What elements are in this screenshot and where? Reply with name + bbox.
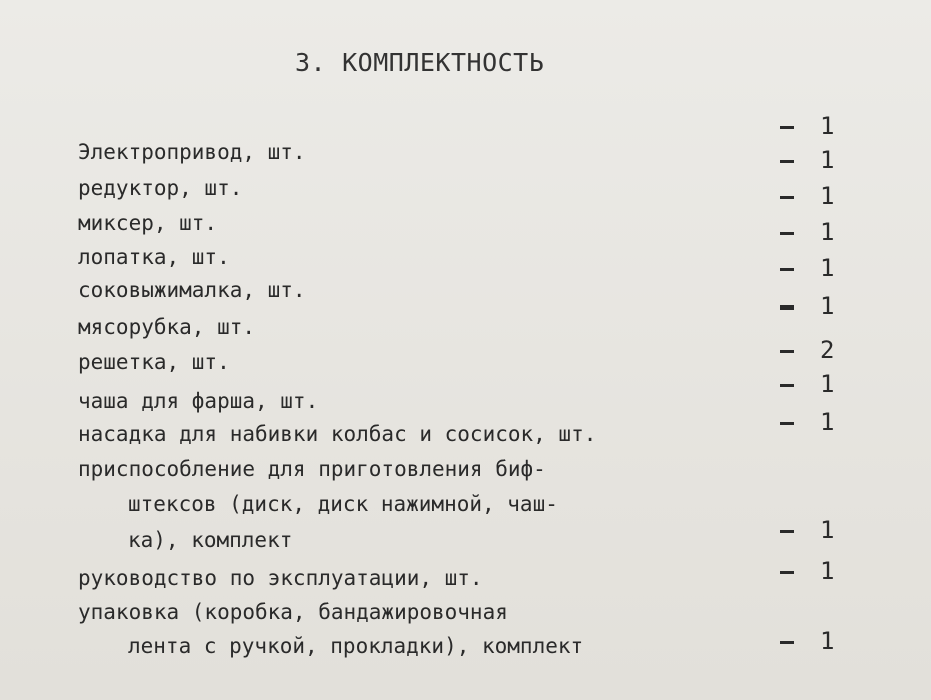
item-label: редуктор, шт. (78, 176, 243, 200)
item-label: соковыжималка, шт. (78, 278, 306, 302)
item-label: приспособление для приготовления биф- (78, 457, 546, 481)
section-number: 3. (295, 48, 327, 77)
item-label-continuation: лента с ручкой, прокладки), комплект (128, 634, 584, 658)
item-quantity: 1 (780, 370, 834, 398)
dash-mark (780, 384, 794, 387)
dash-mark (780, 305, 794, 310)
item-quantity: 1 (780, 254, 834, 282)
item-quantity: 1 (780, 146, 834, 174)
item-label: чаша для фарша, шт. (78, 389, 319, 413)
item-label: миксер, шт. (78, 211, 218, 235)
item-quantity: 1 (780, 218, 834, 246)
dash-mark (780, 196, 794, 199)
item-label: руководство по эксплуатации, шт. (78, 566, 483, 590)
item-quantity: 1 (780, 408, 834, 436)
item-quantity: 1 (780, 112, 834, 140)
item-label: насадка для набивки колбас и сосисок, шт. (78, 422, 597, 446)
item-label: мясорубка, шт. (78, 315, 256, 339)
dash-mark (780, 268, 794, 271)
section-title-text: КОМПЛЕКТНОСТЬ (342, 48, 545, 77)
dash-mark (780, 641, 794, 644)
item-label: упаковка (коробка, бандажировочная (78, 600, 508, 624)
dash-mark (780, 350, 794, 353)
dash-mark (780, 530, 794, 533)
item-label: решетка, шт. (78, 350, 230, 374)
item-quantity: 2 (780, 336, 834, 364)
dash-mark (780, 232, 794, 235)
item-quantity: 1 (780, 182, 834, 210)
dash-mark (780, 422, 794, 425)
item-quantity: 1 (780, 627, 834, 655)
dash-mark (780, 571, 794, 574)
item-quantity: 1 (780, 292, 834, 320)
item-label: Электропривод, шт. (78, 140, 306, 164)
dash-mark (780, 160, 794, 163)
item-label-continuation: ка), комплект (128, 528, 293, 552)
item-quantity: 1 (780, 516, 834, 544)
section-title (295, 48, 544, 77)
item-label-continuation: штексов (диск, диск нажимной, чаш- (128, 492, 558, 516)
item-label: лопатка, шт. (78, 245, 230, 269)
dash-mark (780, 126, 794, 129)
item-quantity: 1 (780, 557, 834, 585)
